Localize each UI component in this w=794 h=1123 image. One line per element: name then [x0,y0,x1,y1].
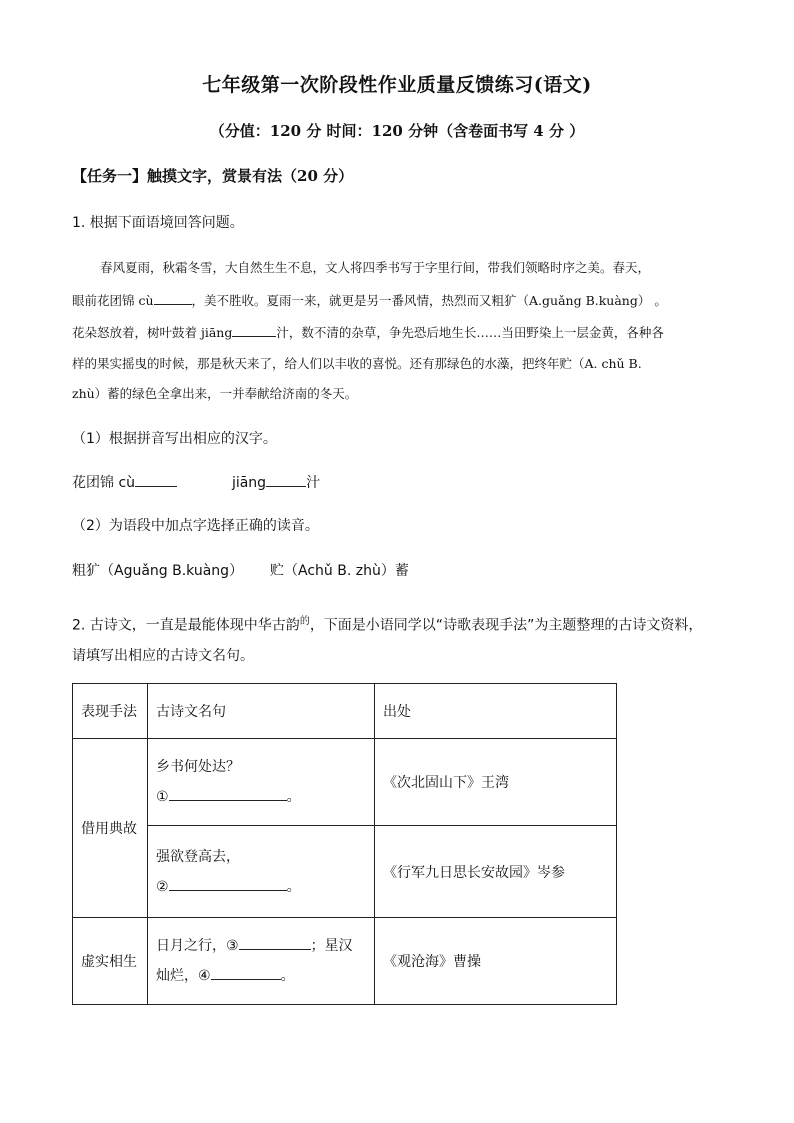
verse-cell-2 [148,826,375,918]
passage-text: ，美不胜收。夏雨一来，就更是另一番风情，热烈而又粗犷（A.guǎng B.kuàng） 。 [191,293,667,308]
table-header-row [73,684,617,739]
page-subtitle: （分值：120 分 时间：120 分钟（含卷面书写 4 分 ） [209,122,585,140]
answer-blank-jiang[interactable] [266,472,306,487]
stem-text: 2. 古诗文，一直是最能体现中华古韵 [72,617,300,634]
passage-line-5: zhù）蓄的绿色全拿出来，一并奉献给济南的冬天。 [72,386,358,401]
sub-question-1: （1）根据拼音写出相应的汉字。 [72,431,277,447]
poetry-table [72,683,617,1005]
source-cell-1: 《次北固山下》王湾 [375,739,617,826]
technique-allusion: 借用典故 [73,739,148,918]
header-technique: 表现手法 [73,684,148,739]
period: 。 [286,789,301,805]
answer-blank-2[interactable] [169,876,287,891]
page-title: 七年级第一次阶段性作业质量反馈练习(语文) [202,74,592,96]
sub2-option-a: 粗犷（Aguǎng B.kuàng） [72,563,244,579]
passage-line-4: 样的果实摇曳的时候，那是秋天来了，给人们以丰收的喜悦。还有那绿色的水藻，把终年贮（A. chǔ B. [72,356,642,371]
technique-virtual-real: 虚实相生 [73,918,148,1005]
sub1-prompt-a: 花团锦 cù [72,475,136,491]
sub-question-2: （2）为语段中加点字选择正确的读音。 [72,518,319,534]
table-row [73,826,617,918]
passage-text: 花朵怒放着，树叶鼓着 jiāng [72,325,233,340]
verse-text: 乡书何处达？ [156,759,240,775]
verse-text: 强欲登高去， [156,848,240,865]
verse-blank-line [156,872,374,902]
header-source: 出处 [375,684,617,739]
sub1-answer-row [72,472,320,492]
stem-text: ，下面是小语同学以“诗歌表现手法”为主题整理的古诗文资料， [309,617,703,634]
answer-blank-4[interactable] [211,965,281,980]
sub1-prompt-b: jiāng [231,475,267,491]
answer-blank-1[interactable] [169,786,287,801]
verse-text: 日月之行，③ [156,938,239,954]
table-row [73,739,617,826]
verse-blank-line [156,782,374,812]
blank-cu[interactable] [154,290,192,305]
verse-cell-3 [148,918,375,1005]
period: 。 [286,878,301,895]
answer-blank-cu[interactable] [135,472,177,487]
verse-text: ；星汉 [310,938,353,954]
blank-jiang[interactable] [232,322,276,337]
table-row [73,918,617,1005]
blank-marker: ① [156,789,169,805]
header-verse: 古诗文名句 [148,684,375,739]
passage-line-1: 春风夏雨，秋霜冬雪，大自然生生不息，文人将四季书写于字里行间，带我们领略时序之美。春天， [100,260,651,275]
sub1-prompt-b-tail: 汁 [306,475,321,491]
source-cell-3: 《观沧海》曹操 [375,918,617,1005]
task-heading: 【任务一】触摸文字，赏景有法（20 分） [72,167,354,185]
source-cell-2: 《行军九日思长安故园》岑参 [375,826,617,918]
verse-text: 灿烂，④ [156,968,211,984]
verse-blank-line [156,961,374,991]
verse-cell-1 [148,739,375,826]
question-2-stem [72,612,702,635]
question-2-stem-line2: 请填写出相应的古诗文名句。 [72,648,254,664]
answer-blank-3[interactable] [239,935,311,950]
passage-line-3 [72,322,664,341]
question-1-stem: 1. 根据下面语境回答问题。 [72,215,244,231]
period: 。 [280,968,295,984]
passage-text: 汁，数不清的杂草，争先恐后地生长……当田野染上一层金黄，各种各 [276,325,664,340]
passage-text: 眼前花团锦 cù [72,293,154,308]
sub2-option-b: 贮（Achǔ B. zhù）蓄 [270,563,409,579]
verse-blank-line [156,931,374,961]
passage-line-2 [72,290,667,309]
stem-small-char: 的 [299,616,310,627]
blank-marker: ② [156,878,169,895]
